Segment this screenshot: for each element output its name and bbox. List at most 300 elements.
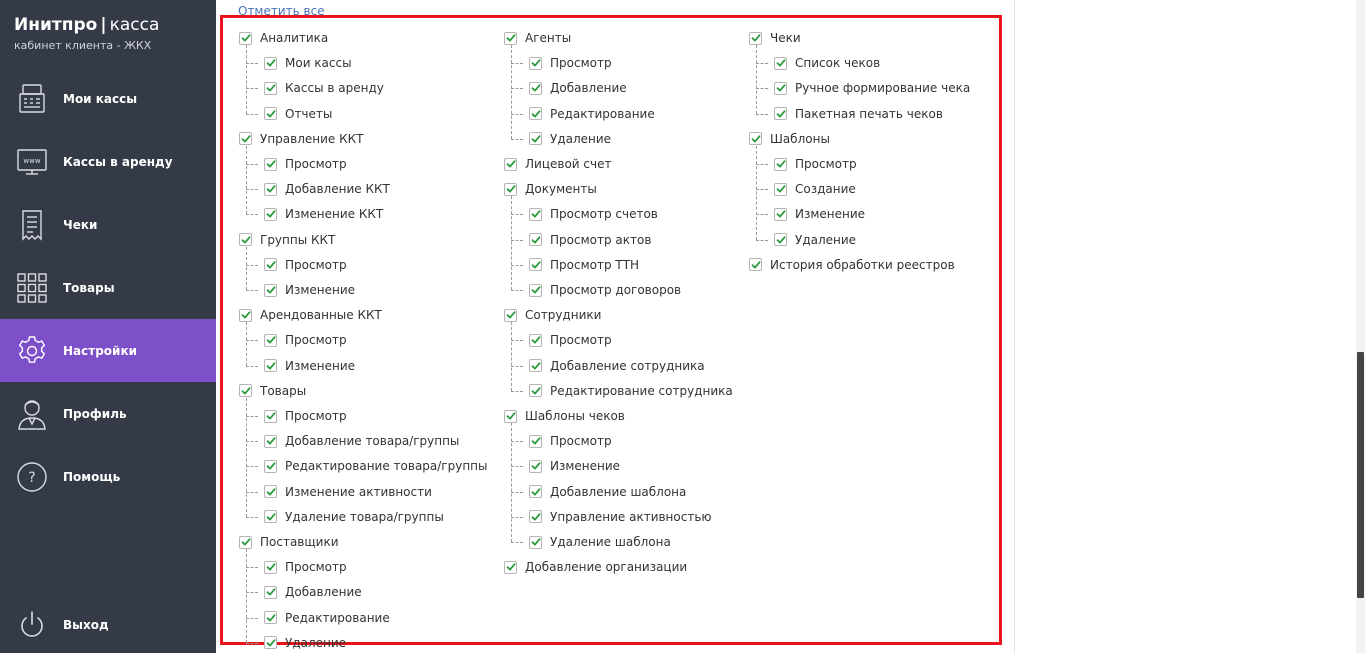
checkmark-icon bbox=[776, 109, 786, 119]
permission-label: Отчеты bbox=[285, 106, 333, 121]
tree-line bbox=[511, 196, 512, 290]
tree-connector bbox=[246, 466, 258, 467]
checkmark-icon bbox=[241, 235, 251, 245]
checkmark-icon bbox=[266, 487, 276, 497]
sidebar-item-label: Кассы в аренду bbox=[63, 154, 173, 169]
permission-checkbox[interactable] bbox=[529, 208, 542, 221]
checkmark-icon bbox=[241, 386, 251, 396]
checkmark-icon bbox=[266, 159, 276, 169]
tree-line bbox=[511, 423, 512, 542]
brand-title bbox=[14, 14, 159, 36]
permission-label: Изменение bbox=[285, 358, 356, 373]
tree-connector bbox=[756, 88, 768, 89]
permission-checkbox[interactable] bbox=[529, 334, 542, 347]
power-icon bbox=[15, 608, 49, 642]
permission-label: Лицевой счет bbox=[525, 157, 612, 171]
permission-subitem[interactable] bbox=[264, 280, 355, 300]
permission-checkbox[interactable] bbox=[504, 410, 517, 423]
permission-checkbox[interactable] bbox=[264, 57, 277, 70]
permission-checkbox[interactable] bbox=[529, 510, 542, 523]
permission-subitem[interactable] bbox=[264, 608, 390, 628]
sidebar-item-label: Настройки bbox=[63, 343, 138, 358]
permission-checkbox[interactable] bbox=[239, 233, 252, 246]
tree-line bbox=[756, 45, 757, 114]
permission-checkbox[interactable] bbox=[774, 57, 787, 70]
tree-connector bbox=[246, 290, 258, 291]
permission-label: Просмотр bbox=[285, 560, 347, 575]
permission-subitem[interactable] bbox=[264, 633, 346, 653]
permission-label: Просмотр актов bbox=[550, 232, 652, 247]
permission-label: Добавление bbox=[285, 585, 362, 600]
tree-line bbox=[246, 146, 247, 215]
tree-connector bbox=[511, 391, 523, 392]
tree-connector bbox=[511, 265, 523, 266]
brand-product: касса bbox=[109, 15, 160, 35]
checkmark-icon bbox=[266, 587, 276, 597]
permission-subitem[interactable] bbox=[529, 255, 639, 275]
permission-subitem[interactable] bbox=[529, 129, 611, 149]
tree-connector bbox=[246, 164, 258, 165]
checkmark-icon bbox=[266, 411, 276, 421]
checkmark-icon bbox=[506, 562, 516, 572]
tree-connector bbox=[511, 492, 523, 493]
checkmark-icon bbox=[241, 537, 251, 547]
sidebar-item-cash-register[interactable] bbox=[0, 67, 216, 130]
brand-separator: | bbox=[100, 15, 107, 35]
sidebar bbox=[0, 0, 216, 653]
permission-checkbox[interactable] bbox=[264, 460, 277, 473]
permission-checkbox[interactable] bbox=[264, 183, 277, 196]
checkmark-icon bbox=[241, 310, 251, 320]
permission-label: Поставщики bbox=[260, 535, 339, 549]
permission-subitem[interactable] bbox=[529, 356, 705, 376]
brand-subtitle: кабинет клиента - ЖКХ bbox=[14, 39, 152, 52]
permission-label: Просмотр bbox=[285, 257, 347, 272]
permission-checkbox[interactable] bbox=[529, 384, 542, 397]
permission-checkbox[interactable] bbox=[529, 284, 542, 297]
permission-label: Удаление bbox=[550, 131, 612, 146]
checkmark-icon bbox=[266, 184, 276, 194]
permission-subitem[interactable] bbox=[264, 179, 390, 199]
permission-checkbox[interactable] bbox=[264, 410, 277, 423]
sidebar-nav bbox=[0, 67, 216, 508]
checkmark-icon bbox=[531, 487, 541, 497]
permission-subitem[interactable] bbox=[529, 431, 612, 451]
permission-label: Просмотр ТТН bbox=[550, 257, 640, 272]
permission-checkbox[interactable] bbox=[774, 233, 787, 246]
permission-subitem[interactable] bbox=[774, 179, 856, 199]
tree-connector bbox=[511, 63, 523, 64]
sidebar-item-label: Профиль bbox=[63, 406, 127, 421]
sidebar-item-label: Мои кассы bbox=[63, 91, 138, 106]
permission-label: Просмотр bbox=[550, 56, 612, 71]
permission-checkbox[interactable] bbox=[264, 82, 277, 95]
tree-connector bbox=[246, 214, 258, 215]
permission-checkbox[interactable] bbox=[529, 460, 542, 473]
permission-checkbox[interactable] bbox=[239, 309, 252, 322]
permission-label: Редактирование сотрудника bbox=[550, 383, 733, 398]
checkmark-icon bbox=[506, 184, 516, 194]
checkmark-icon bbox=[266, 209, 276, 219]
permission-group[interactable] bbox=[504, 28, 571, 48]
permission-label: Арендованные ККТ bbox=[260, 308, 382, 323]
permission-checkbox[interactable] bbox=[264, 284, 277, 297]
sidebar-item-grid[interactable] bbox=[0, 256, 216, 319]
permission-subitem[interactable] bbox=[774, 154, 857, 174]
tree-line bbox=[511, 322, 512, 391]
checkmark-icon bbox=[531, 134, 541, 144]
permission-subitem[interactable] bbox=[264, 582, 362, 602]
permission-label: Редактирование bbox=[285, 610, 390, 625]
permission-checkbox[interactable] bbox=[529, 485, 542, 498]
tree-connector bbox=[246, 592, 258, 593]
checkmark-icon bbox=[531, 83, 541, 93]
tree-connector bbox=[511, 139, 523, 140]
permission-checkbox[interactable] bbox=[504, 32, 517, 45]
tree-connector bbox=[246, 340, 258, 341]
permission-subitem[interactable] bbox=[774, 78, 970, 98]
permission-group[interactable] bbox=[239, 305, 382, 325]
permission-subitem[interactable] bbox=[529, 104, 655, 124]
checkmark-icon bbox=[531, 285, 541, 295]
sidebar-item-help[interactable] bbox=[0, 445, 216, 508]
tree-connector bbox=[246, 63, 258, 64]
permission-label: Шаблоны чеков bbox=[525, 409, 625, 423]
checkmark-icon bbox=[506, 310, 516, 320]
tree-line bbox=[246, 398, 247, 517]
tree-connector bbox=[246, 366, 258, 367]
tree-connector bbox=[756, 114, 768, 115]
permission-label: Создание bbox=[795, 182, 856, 197]
sidebar-item-www-monitor[interactable] bbox=[0, 130, 216, 193]
permission-subitem[interactable] bbox=[264, 406, 347, 426]
tree-connector bbox=[246, 114, 258, 115]
sidebar-item-user[interactable] bbox=[0, 382, 216, 445]
permission-label: Удаление bbox=[285, 635, 347, 650]
checkmark-icon bbox=[266, 512, 276, 522]
permission-subitem[interactable] bbox=[264, 507, 444, 527]
checkmark-icon bbox=[531, 335, 541, 345]
tree-connector bbox=[756, 63, 768, 64]
checkmark-icon bbox=[776, 235, 786, 245]
permission-checkbox[interactable] bbox=[529, 82, 542, 95]
permission-subitem[interactable] bbox=[529, 507, 712, 527]
permission-group[interactable] bbox=[239, 381, 306, 401]
permission-subitem[interactable] bbox=[774, 104, 943, 124]
permission-label: Сотрудники bbox=[525, 308, 602, 323]
permission-label: Изменение bbox=[285, 283, 356, 297]
tree-connector bbox=[511, 240, 523, 241]
permission-group[interactable] bbox=[504, 557, 687, 577]
checkmark-icon bbox=[776, 184, 786, 194]
tree-connector bbox=[511, 290, 523, 291]
permission-label: Просмотр bbox=[550, 333, 612, 348]
checkmark-icon bbox=[266, 109, 276, 119]
permission-checkbox[interactable] bbox=[774, 208, 787, 221]
permission-subitem[interactable] bbox=[529, 230, 651, 250]
tree-connector bbox=[246, 416, 258, 417]
permission-subitem[interactable] bbox=[529, 482, 686, 502]
permission-label: Чеки bbox=[770, 31, 801, 45]
permission-group[interactable] bbox=[749, 129, 830, 149]
tree-connector bbox=[756, 214, 768, 215]
checkmark-icon bbox=[751, 260, 761, 270]
tree-connector bbox=[511, 88, 523, 89]
permission-label: История обработки реестров bbox=[770, 257, 955, 272]
permission-group[interactable] bbox=[504, 406, 625, 426]
permission-checkbox[interactable] bbox=[529, 233, 542, 246]
checkmark-icon bbox=[751, 134, 761, 144]
tree-connector bbox=[246, 567, 258, 568]
user-icon bbox=[15, 397, 49, 431]
permission-label: Кассы в аренду bbox=[285, 81, 384, 96]
checkmark-icon bbox=[506, 159, 516, 169]
permission-checkbox[interactable] bbox=[264, 561, 277, 574]
permission-subitem[interactable] bbox=[774, 230, 856, 250]
permission-subitem[interactable] bbox=[264, 78, 384, 98]
permission-checkbox[interactable] bbox=[264, 107, 277, 120]
permission-subitem[interactable] bbox=[529, 204, 658, 224]
permission-checkbox[interactable] bbox=[774, 183, 787, 196]
svg-text:?: ? bbox=[28, 469, 36, 486]
permission-group[interactable] bbox=[504, 154, 611, 174]
permission-label: Изменение активности bbox=[285, 484, 432, 499]
checkmark-icon bbox=[776, 159, 786, 169]
permission-checkbox[interactable] bbox=[264, 586, 277, 599]
checkmark-icon bbox=[531, 461, 541, 471]
permission-label: Удаление шаблона bbox=[550, 535, 671, 549]
panel-divider bbox=[1014, 0, 1015, 653]
permission-label: Просмотр bbox=[285, 409, 347, 423]
permission-checkbox[interactable] bbox=[264, 510, 277, 523]
tree-connector bbox=[246, 492, 258, 493]
permission-checkbox[interactable] bbox=[774, 158, 787, 171]
checkmark-icon bbox=[266, 461, 276, 471]
permission-label: Просмотр договоров bbox=[550, 283, 682, 297]
permission-label: Добавление сотрудника bbox=[550, 358, 705, 373]
permission-checkbox[interactable] bbox=[774, 82, 787, 95]
permission-group[interactable] bbox=[749, 255, 955, 275]
permission-label: Аналитика bbox=[260, 31, 329, 45]
tree-connector bbox=[246, 643, 258, 644]
checkmark-icon bbox=[506, 33, 516, 43]
tree-connector bbox=[511, 466, 523, 467]
logout-label: Выход bbox=[63, 617, 109, 632]
permission-label: Добавление шаблона bbox=[550, 484, 687, 499]
tree-connector bbox=[511, 441, 523, 442]
permission-checkbox[interactable] bbox=[774, 107, 787, 120]
permission-label: Список чеков bbox=[795, 56, 881, 71]
permission-subitem[interactable] bbox=[264, 557, 347, 577]
permission-checkbox[interactable] bbox=[504, 561, 517, 574]
permission-checkbox[interactable] bbox=[264, 485, 277, 498]
tree-connector bbox=[511, 366, 523, 367]
brand-name: Инитпро bbox=[14, 15, 98, 35]
permission-group[interactable] bbox=[239, 28, 328, 48]
permission-checkbox[interactable] bbox=[529, 359, 542, 372]
sidebar-item-label: Товары bbox=[63, 280, 115, 295]
permission-subitem[interactable] bbox=[529, 330, 612, 350]
permission-label: Просмотр bbox=[550, 434, 612, 449]
mark-all-link[interactable]: Отметить все bbox=[238, 4, 325, 18]
svg-text:www: www bbox=[23, 156, 41, 165]
tree-line bbox=[246, 549, 247, 643]
permission-checkbox[interactable] bbox=[504, 158, 517, 171]
permission-checkbox[interactable] bbox=[504, 183, 517, 196]
permission-subitem[interactable] bbox=[529, 456, 620, 476]
permission-subitem[interactable] bbox=[264, 330, 347, 350]
permission-label: Пакетная печать чеков bbox=[795, 106, 943, 121]
checkmark-icon bbox=[751, 33, 761, 43]
sidebar-item-label: Чеки bbox=[63, 217, 98, 232]
permission-checkbox[interactable] bbox=[529, 57, 542, 70]
permission-checkbox[interactable] bbox=[264, 158, 277, 171]
permission-label: Просмотр bbox=[795, 157, 857, 171]
permission-label: Добавление товара/группы bbox=[285, 434, 460, 449]
permission-checkbox[interactable] bbox=[529, 258, 542, 271]
tree-connector bbox=[246, 618, 258, 619]
checkmark-icon bbox=[531, 109, 541, 119]
permission-label: Редактирование bbox=[550, 106, 655, 121]
permission-label: Изменение ККТ bbox=[285, 207, 384, 222]
brand bbox=[14, 14, 159, 52]
permission-label: Шаблоны bbox=[770, 131, 830, 146]
permission-checkbox[interactable] bbox=[264, 334, 277, 347]
permission-label: Редактирование товара/группы bbox=[285, 459, 488, 474]
permission-checkbox[interactable] bbox=[749, 32, 762, 45]
grid-icon bbox=[15, 271, 49, 305]
checkmark-icon bbox=[776, 58, 786, 68]
sidebar-item-label: Помощь bbox=[63, 469, 121, 484]
permission-label: Удаление bbox=[795, 232, 857, 247]
permission-subitem[interactable] bbox=[264, 104, 332, 124]
permission-checkbox[interactable] bbox=[239, 536, 252, 549]
permission-subitem[interactable] bbox=[529, 532, 671, 552]
checkmark-icon bbox=[531, 386, 541, 396]
permission-label: Документы bbox=[525, 182, 597, 197]
permission-checkbox[interactable] bbox=[264, 435, 277, 448]
permission-checkbox[interactable] bbox=[264, 611, 277, 624]
permission-label: Группы ККТ bbox=[260, 232, 336, 247]
www-monitor-icon bbox=[15, 145, 49, 179]
checkmark-icon bbox=[266, 260, 276, 270]
permission-checkbox[interactable] bbox=[529, 107, 542, 120]
permission-checkbox[interactable] bbox=[264, 208, 277, 221]
tree-connector bbox=[756, 240, 768, 241]
permission-checkbox[interactable] bbox=[529, 536, 542, 549]
checkmark-icon bbox=[531, 436, 541, 446]
checkmark-icon bbox=[266, 562, 276, 572]
permission-checkbox[interactable] bbox=[264, 258, 277, 271]
permission-group[interactable] bbox=[504, 179, 597, 199]
permission-label: Агенты bbox=[525, 31, 572, 45]
permission-checkbox[interactable] bbox=[504, 309, 517, 322]
permission-checkbox[interactable] bbox=[529, 435, 542, 448]
tree-line bbox=[246, 322, 247, 365]
tree-connector bbox=[756, 189, 768, 190]
logout-button[interactable] bbox=[0, 593, 216, 656]
permission-subitem[interactable] bbox=[774, 204, 865, 224]
scrollbar-thumb[interactable] bbox=[1357, 352, 1364, 598]
tree-connector bbox=[511, 542, 523, 543]
cash-register-icon bbox=[15, 82, 49, 116]
permission-subitem[interactable] bbox=[264, 204, 383, 224]
permission-subitem[interactable] bbox=[264, 431, 459, 451]
checkmark-icon bbox=[266, 335, 276, 345]
tree-connector bbox=[246, 88, 258, 89]
tree-connector bbox=[511, 340, 523, 341]
checkmark-icon bbox=[266, 361, 276, 371]
permission-subitem[interactable] bbox=[529, 280, 681, 300]
permission-subitem[interactable] bbox=[264, 456, 488, 476]
permission-subitem[interactable] bbox=[264, 53, 352, 73]
permission-label: Управление активностью bbox=[550, 509, 712, 524]
checkmark-icon bbox=[266, 613, 276, 623]
permission-label: Изменение bbox=[550, 459, 621, 474]
permission-checkbox[interactable] bbox=[529, 132, 542, 145]
tree-connector bbox=[511, 214, 523, 215]
permission-checkbox[interactable] bbox=[239, 384, 252, 397]
permission-subitem[interactable] bbox=[529, 78, 627, 98]
main-content bbox=[216, 0, 1014, 653]
permission-label: Управление ККТ bbox=[260, 131, 364, 146]
tree-connector bbox=[246, 441, 258, 442]
permission-subitem[interactable] bbox=[264, 154, 347, 174]
sidebar-item-gear[interactable] bbox=[0, 319, 216, 382]
permission-subitem[interactable] bbox=[264, 482, 432, 502]
tree-connector bbox=[246, 517, 258, 518]
permission-group[interactable] bbox=[239, 129, 363, 149]
permission-checkbox[interactable] bbox=[239, 132, 252, 145]
checkmark-icon bbox=[241, 134, 251, 144]
checkmark-icon bbox=[531, 537, 541, 547]
tree-connector bbox=[511, 517, 523, 518]
tree-line bbox=[246, 247, 247, 290]
permission-group[interactable] bbox=[239, 230, 335, 250]
permission-label: Товары bbox=[260, 383, 307, 398]
permission-checkbox[interactable] bbox=[749, 258, 762, 271]
permission-subitem[interactable] bbox=[774, 53, 880, 73]
checkmark-icon bbox=[531, 209, 541, 219]
permission-checkbox[interactable] bbox=[264, 359, 277, 372]
tree-connector bbox=[246, 265, 258, 266]
permission-checkbox[interactable] bbox=[239, 32, 252, 45]
checkmark-icon bbox=[241, 33, 251, 43]
tree-line bbox=[511, 45, 512, 139]
tree-line bbox=[756, 146, 757, 240]
checkmark-icon bbox=[531, 58, 541, 68]
checkmark-icon bbox=[266, 638, 276, 648]
permission-subitem[interactable] bbox=[529, 381, 733, 401]
checkmark-icon bbox=[531, 512, 541, 522]
permission-group[interactable] bbox=[239, 532, 339, 552]
tree-connector bbox=[511, 114, 523, 115]
sidebar-item-receipt[interactable] bbox=[0, 193, 216, 256]
permission-subitem[interactable] bbox=[264, 255, 347, 275]
checkmark-icon bbox=[531, 235, 541, 245]
permission-label: Мои кассы bbox=[285, 56, 352, 71]
permission-group[interactable] bbox=[504, 305, 601, 325]
checkmark-icon bbox=[776, 209, 786, 219]
permission-checkbox[interactable] bbox=[749, 132, 762, 145]
scrollbar[interactable] bbox=[1356, 0, 1365, 653]
checkmark-icon bbox=[266, 83, 276, 93]
permission-subitem[interactable] bbox=[529, 53, 612, 73]
permission-checkbox[interactable] bbox=[264, 636, 277, 649]
permission-subitem[interactable] bbox=[264, 356, 355, 376]
permissions-panel bbox=[220, 15, 1002, 650]
permission-label: Удаление товара/группы bbox=[285, 509, 444, 524]
